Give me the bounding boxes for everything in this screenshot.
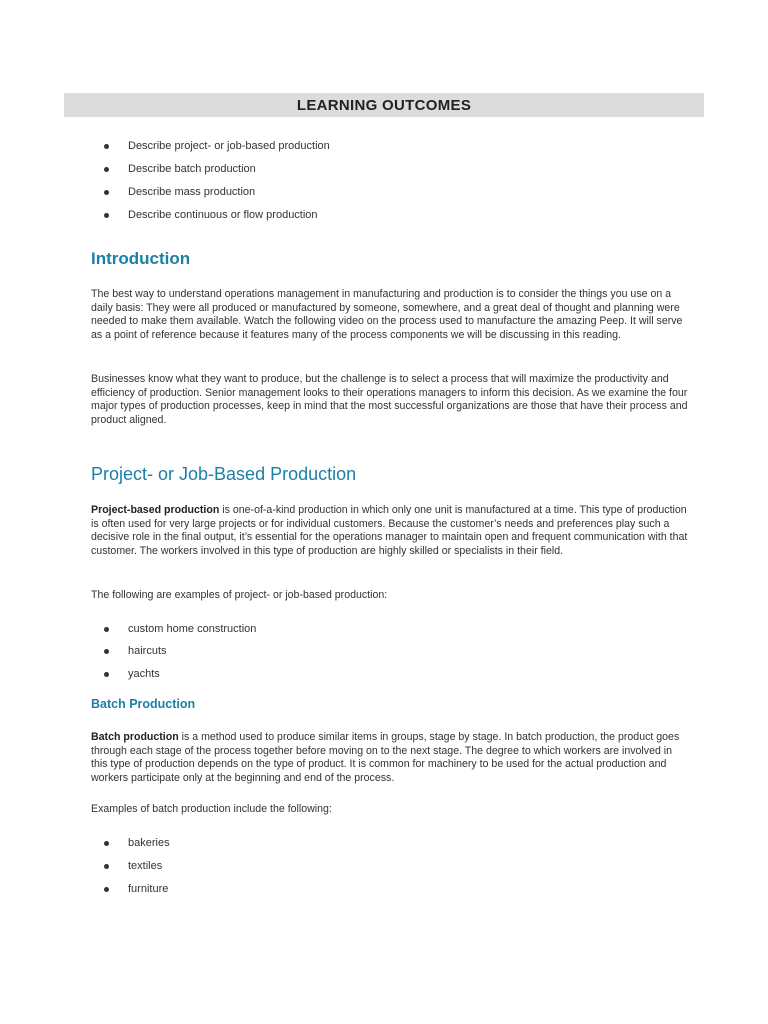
bullet-icon [104, 190, 109, 195]
introduction-paragraph-1: The best way to understand operations management in manufacturing and production is to consider the things you use on a daily basis: They were all produced or manufactured by someone, somewhere, and a great deal of thought and planning were needed to make them available. Watch the following video on the process used to manufacture the amazing Peep. It will serve as a point of reference because it features many of the process components we will be discussing in this reading. [91, 288, 683, 341]
batch-production-term: Batch production [91, 731, 179, 743]
bullet-icon [104, 864, 109, 869]
bullet-icon [104, 627, 109, 632]
introduction-heading: Introduction [91, 249, 191, 268]
batch-examples-intro: Examples of batch production include the following: [91, 803, 332, 815]
bullet-icon [104, 144, 109, 149]
batch-production-paragraph [91, 731, 691, 785]
bullet-icon [104, 887, 109, 892]
batch-production-heading: Batch Production [91, 697, 196, 711]
bullet-icon [104, 167, 109, 172]
introduction-paragraph-2: Businesses know what they want to produce, but the challenge is to select a process that will maximize the productivity and efficiency of production. Senior management looks to their operations managers to inform this decision. As we examine the four major types of production processes, keep in mind that the most successful organizations are those that have their process and product aligned. [91, 373, 688, 426]
project-production-term: Project-based production [91, 504, 220, 516]
document-page: LEARNING OUTCOMES Describe project- or job-based production Describe batch production Describe mass production Describe continuous or flow production Introduction The best way to understand operations management in manufacturing and production is to consider the things you use on a daily basis: They were all produced or manufactured by someone, somewhere, and a great deal of thought and planning were needed to make them available. Watch the following video on the process used to manufacture the amazing Peep. It will serve as a point of reference because it features many of the process components we will be discussing in this reading. Businesses know what they want to produce, but the challenge is to select a process that will maximize the productivity and efficiency of production. Senior management looks to their operations managers to inform this decision. As we examine the four major types of production processes, keep in mind that the most successful organizations are those that have their process and product aligned. Project- or Job-Based Production Project-based production is one-of-a-kind production in which only one unit is manufactured at a time. This type of production is often used for very large projects or for individual customers. Because the customer’s needs and preferences play such a decisive role in the final output, it’s essential for the operations manager to maintain open and frequent communication with that customer. The workers involved in this type of production are highly skilled or specialists in their field. The following are examples of project- or job-based production: custom home construction haircuts yachts Batch Production Batch production is a method used to produce similar items in groups, stage by stage. In batch production, the product goes through each stage of the process together before moving on to the next stage. The degree to which workers are involved in this type of production depends on the type of product. It is common for machinery to be used for the actual production and workers participate only at the beginning and end of the process. Examples of batch production include the following: bakeries textiles furniture [0, 0, 768, 1024]
project-production-paragraph [91, 504, 691, 558]
bullet-icon [104, 213, 109, 218]
project-examples-intro: The following are examples of project- or job-based production: [91, 589, 388, 601]
banner-title: LEARNING OUTCOMES [296, 96, 472, 114]
bullet-icon [104, 649, 109, 654]
learning-outcomes-banner [64, 93, 704, 117]
project-production-definition: is one-of-a-kind production in which only one unit is manufactured at a time. This type of production is often used for very large projects or for individual customers. Because the customer’s needs and preferences play such a decisive role in the final output, it’s essential for the operations manager to maintain open and frequent communication with that customer. The workers involved in this type of production are highly skilled or specialists in their field. [91, 504, 688, 557]
project-production-heading: Project- or Job-Based Production [91, 464, 357, 484]
batch-production-definition: is a method used to produce similar items in groups, stage by stage. In batch production, the product goes through each stage of the process together before moving on to the next stage. The degree to which workers are involved in this type of production depends on the type of product. It is common for machinery to be used for the actual production and workers participate only at the beginning and end of the process. [91, 731, 680, 784]
bullet-icon [104, 841, 109, 846]
bullet-icon [104, 672, 109, 677]
